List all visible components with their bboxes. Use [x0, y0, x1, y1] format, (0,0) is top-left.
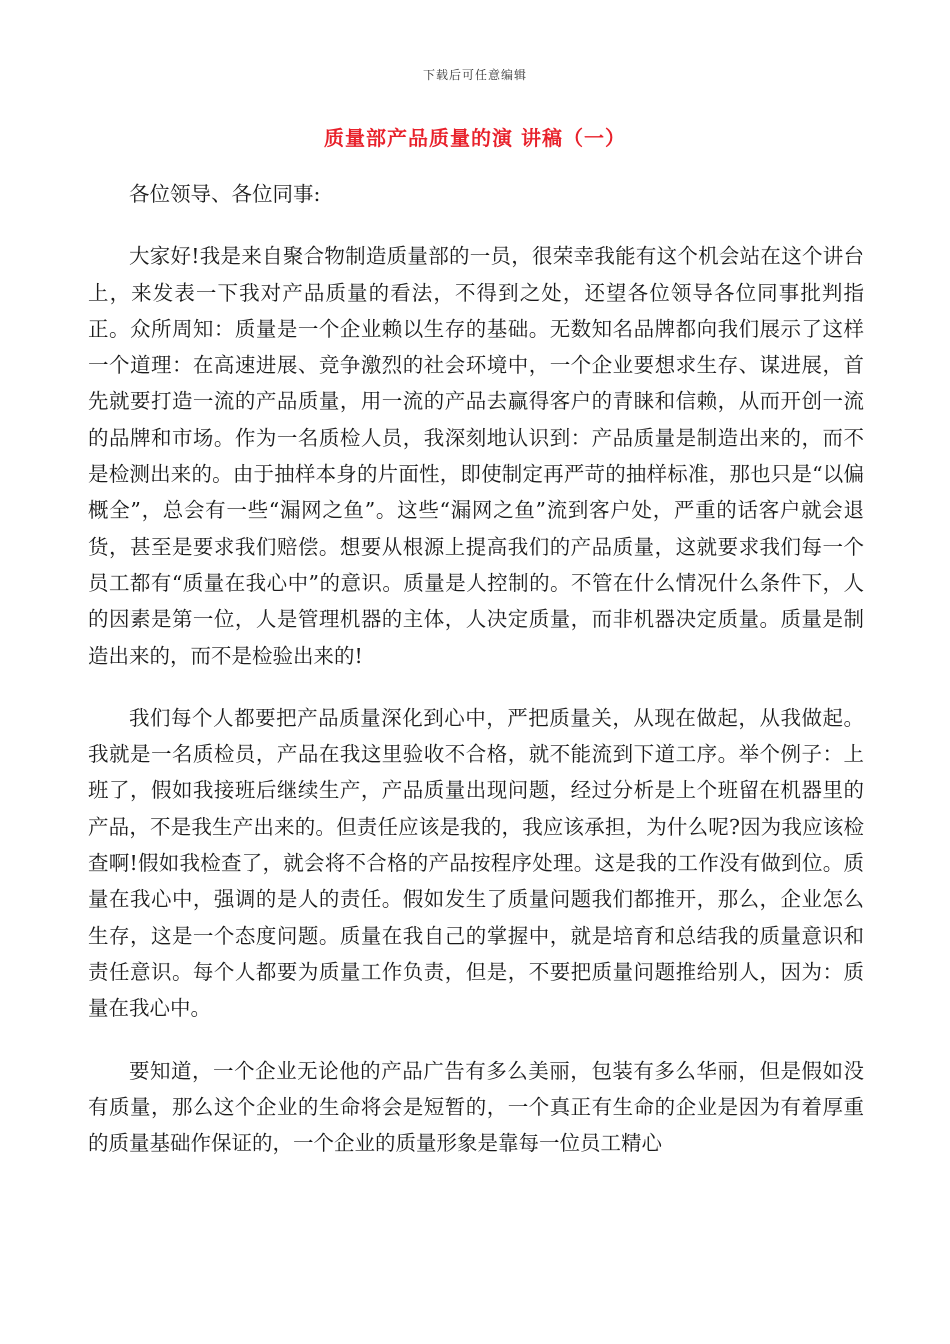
header-note: 下载后可任意编辑: [422, 68, 527, 82]
document-body: [88, 176, 864, 1187]
paragraph: 我们每个人都要把产品质量深化到心中，严把质量关，从现在做起，从我做起。我就是一名质检员，产品在我这里验收不合格，就不能流到下道工序。举个例子：上班了，假如我接班后继续生产，产品质量出现问题，经过分析是上个班留在机器里的产品，不是我生产出来的。但责任应该是我的，我应该承担，为什么呢?因为我应该检查啊!假如我检查了，就会将不合格的产品按程序处理。这是我的工作没有做到位。质量在我心中，强调的是人的责任。假如发生了质量问题我们都推开，那么，企业怎么生存，这是一个态度问题。质量在我自己的掌握中，就是培育和总结我的质量意识和责任意识。每个人都要为质量工作负责，但是，不要把质量问题推给别人，因为：质量在我心中。: [88, 705, 864, 1021]
paragraph: 要知道，一个企业无论他的产品广告有多么美丽，包装有多么华丽，但是假如没有质量，那么这个企业的生命将会是短暂的，一个真正有生命的企业是因为有着厚重的质量基础作保证的，一个企业的质量形象是靠每一位员工精心: [88, 1058, 864, 1156]
paragraph: 大家好!我是来自聚合物制造质量部的一员，很荣幸我能有这个机会站在这个讲台上，来发表一下我对产品质量的看法，不得到之处，还望各位领导各位同事批判指正。众所周知：质量是一个企业赖以生存的基础。无数知名品牌都向我们展示了这样一个道理：在高速进展、竞争激烈的社会环境中，一个企业要想求生存、谋进展，首先就要打造一流的产品质量，用一流的产品去赢得客户的青睐和信赖，从而开创一流的品牌和市场。作为一名质检人员，我深刻地认识到：产品质量是制造出来的，而不是检测出来的。由于抽样本身的片面性，即使制定再严苛的抽样标准，那也只是“以偏概全”，总会有一些“漏网之鱼”。这些“漏网之鱼”流到客户处，严重的话客户就会退货，甚至是要求我们赔偿。想要从根源上提高我们的产品质量，这就要求我们每一个员工都有“质量在我心中”的意识。质量是人控制的。不管在什么情况什么条件下，人的因素是第一位，人是管理机器的主体，人决定质量，而非机器决定质量。质量是制造出来的，而不是检验出来的!: [88, 244, 864, 668]
document-title: 质量部产品质量的演 讲稿（一）: [324, 126, 626, 150]
salutation: 各位领导、各位同事:: [129, 182, 321, 206]
